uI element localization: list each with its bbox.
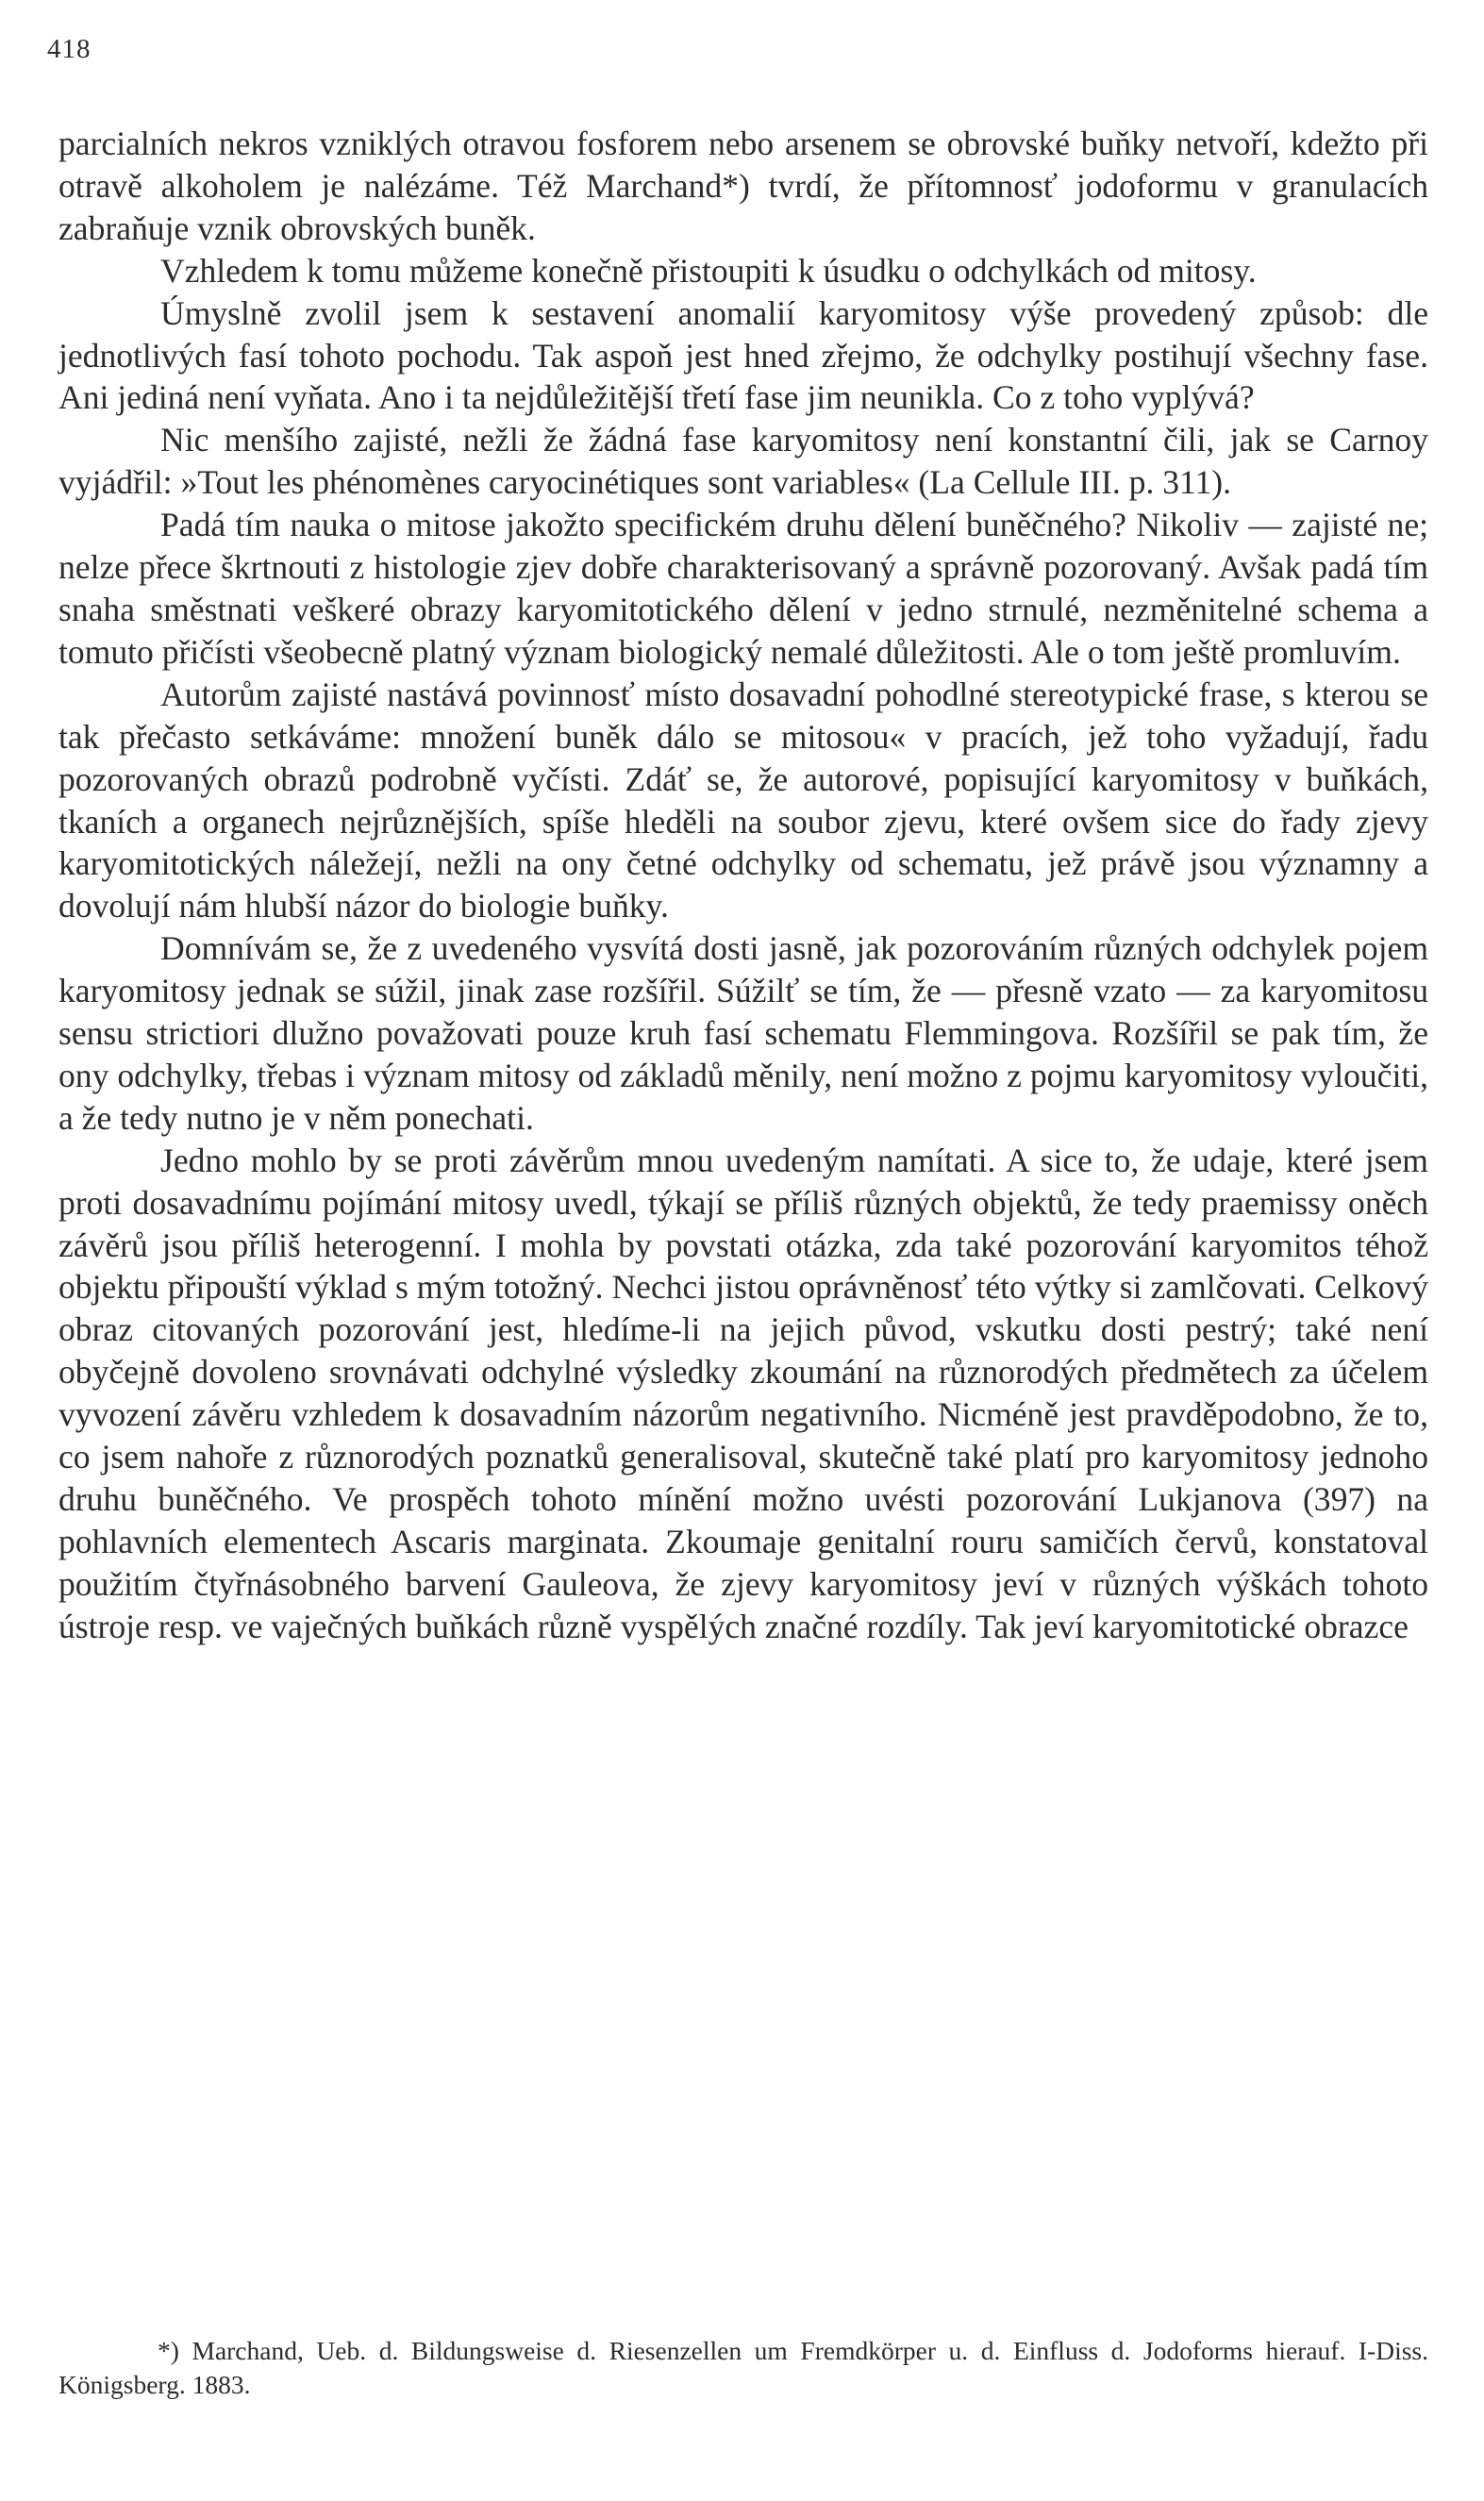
paragraph: Úmyslně zvolil jsem k sestavení anomalií karyomitosy výše provedený způsob: dle jednotlivých fasí tohoto pochodu. Tak aspoň jest hned zřejmo, že odchylky postihují všechny fase. Ani jediná není vyňata. Ano i ta nejdůležitější třetí fase jim neunikla. Co z toho vyplývá? <box>58 293 1428 417</box>
body-text <box>58 123 1428 1648</box>
paragraph: Autorům zajisté nastává povinnosť místo dosavadní pohodlné stereotypické frase, s kterou se tak přečasto setkáváme: množení buněk dálo se mitosou« v pracích, jež toho vyžadují, řadu pozorovaných obrazů podrobně vyčísti. Zdáť se, že autorové, popisující karyomitosy v buňkách, tkaních a organech nejrůznějších, spíše hleděli na soubor zjevu, které ovšem sice do řady zjevy karyomitotických náležejí, nežli na ony četné odchylky od schematu, jež právě jsou významny a dovolují nám hlubší názor do biologie buňky. <box>58 675 1428 925</box>
paragraph: parcialních nekros vzniklých otravou fosforem nebo arsenem se obrovské buňky netvoří, kdežto při otravě alkoholem je nalézáme. Též Marchand*) tvrdí, že přítomnosť jodoformu v granulacích zabraňuje vznik obrovských buněk. <box>58 125 1428 247</box>
paragraph: Nic menšího zajisté, nežli že žádná fase karyomitosy není konstantní čili, jak se Carnoy vyjádřil: »Tout les phénomènes caryocinétiques sont variables« (La Cellule III. p. 311). <box>58 421 1428 502</box>
paragraph: Padá tím nauka o mitose jakožto specifickém druhu dělení buněčného? Nikoliv — zajisté ne; nelze přece škrtnouti z histologie zjev dobře charakterisovaný a správně pozorovaný. Avšak padá tím snaha směstnati veškeré obrazy karyomitotického dělení v jedno strnulé, nezměnitelné schema a tomuto přičísti všeobecně platný význam biologický nemalé důležitosti. Ale o tom ještě promluvím. <box>58 506 1428 671</box>
paragraph: Vzhledem k tomu můžeme konečně přistoupiti k úsudku o odchylkách od mitosy. <box>160 251 1257 290</box>
page-number: 418 <box>47 34 92 64</box>
paragraph: Domnívám se, že z uvedeného vysvítá dosti jasně, jak pozorováním různých odchylek pojem karyomitosy jednak se súžil, jinak zase rozšířil. Súžilť se tím, že — přesně vzato — za karyomitosu sensu strictiori dlužno považovati pouze kruh fasí schematu Flemmingova. Rozšířil se pak tím, že ony odchylky, třebas i význam mitosy od základů měnily, není možno z pojmu karyomitosy vyloučiti, a že tedy nutno je v něm ponechati. <box>58 929 1428 1137</box>
paragraph: Jedno mohlo by se proti závěrům mnou uvedeným namítati. A sice to, že udaje, které jsem proti dosavadnímu pojímání mitosy uvedl, týkají se příliš různých objektů, že tedy praemissy oněch závěrů jsou příliš heterogenní. I mohla by povstati otázka, zda také pozorování karyomitos téhož objektu připouští výklad s mým totožný. Nechci jistou oprávněnosť této výtky si zamlčovati. Celkový obraz citovaných pozorování jest, hledíme-li na jejich původ, vskutku dosti pestrý; také není obyčejně dovoleno srovnávati odchylné výsledky zkoumání na různorodých předmětech za účelem vyvození závěru vzhledem k dosavadním názorům negativního. Nicméně jest pravděpodobno, že to, co jsem nahoře z různorodých poznatků generalisoval, skutečně také platí pro karyomitosy jednoho druhu buněčného. Ve prospěch tohoto mínění možno uvésti pozorování Lukjanova (397) na pohlavních elementech Ascaris marginata. Zkoumaje genitalní rouru samičích červů, konstatoval použitím čtyřnásobného barvení Gauleova, že zjevy karyomitosy jeví v různých výškách tohoto ústroje resp. ve vaječných buňkách různě vyspělých značné rozdíly. Tak jeví karyomitotické obrazce <box>58 1141 1428 1645</box>
footnotes <box>58 2334 1428 2402</box>
footnote: *) Marchand, Ueb. d. Bildungsweise d. Riesenzellen um Fremdkörper u. d. Einfluss d. Jodoforms hierauf. I-Diss. Königsberg. 1883. <box>58 2336 1428 2399</box>
